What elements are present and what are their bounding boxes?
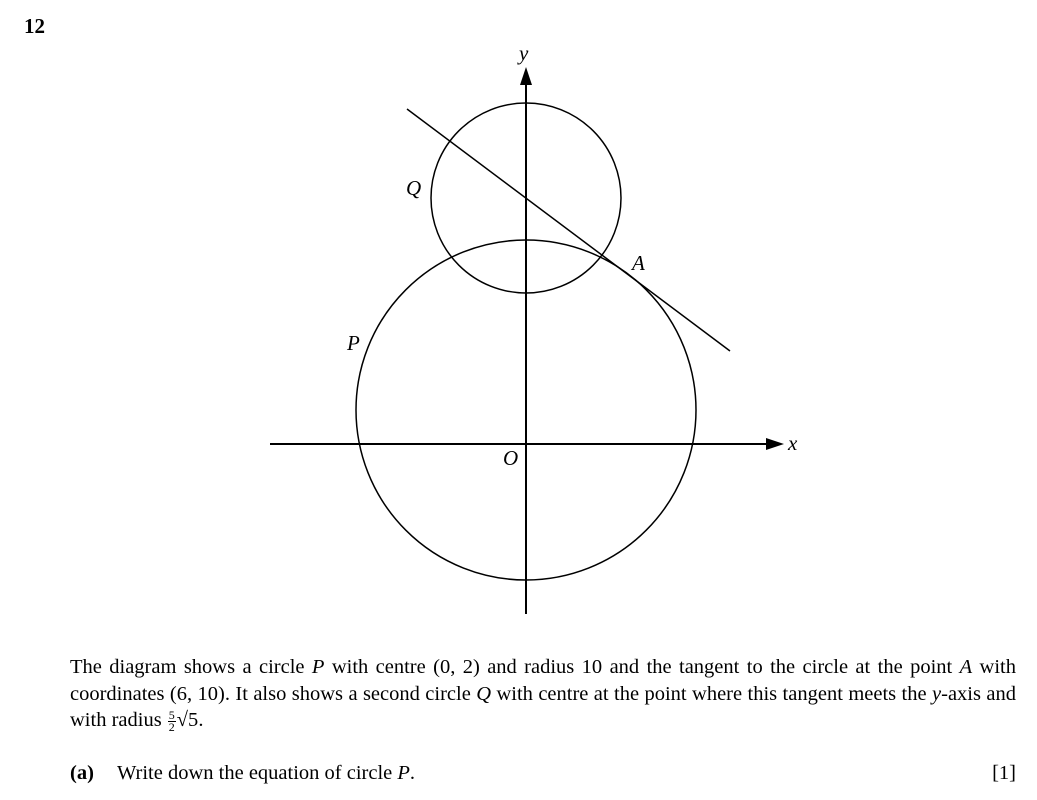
fraction-denominator: 2 xyxy=(168,720,175,734)
origin-label: O xyxy=(503,446,519,470)
x-axis-label: x xyxy=(788,431,798,455)
question-paragraph: The diagram shows a circle P with centre (0, 2) and radius 10 and the tangent to the circle at the point A with coordinates (6, 10). It also shows a second circle Q with centre at the point where this tangent meets the y-axis and with radius $\frac{5}{2}$ √5. xyxy=(70,656,1016,734)
y-axis-arrowhead xyxy=(520,67,532,85)
fraction-numerator: 5 xyxy=(168,708,175,722)
circle-p-label: P xyxy=(347,331,360,355)
circle-p-ref: P xyxy=(311,656,325,678)
part-a-text: Write down the equation of circle P. xyxy=(117,762,416,784)
part-a-label: (a) xyxy=(70,762,94,784)
question-number: 12 xyxy=(24,14,45,38)
y-axis-label: y xyxy=(519,41,529,65)
radius-fraction xyxy=(168,710,176,733)
point-a-ref: A xyxy=(959,656,973,678)
circle-q-ref: Q xyxy=(476,682,492,705)
tangent-line xyxy=(407,109,730,351)
circle-q-label: Q xyxy=(406,176,422,200)
y-axis-ref: y xyxy=(932,682,942,705)
square-root-five: √5 xyxy=(176,709,199,731)
point-a-label: A xyxy=(632,251,645,275)
x-axis-arrowhead xyxy=(766,438,784,450)
part-a-marks: [1] xyxy=(992,762,1016,784)
part-a xyxy=(70,762,1016,785)
